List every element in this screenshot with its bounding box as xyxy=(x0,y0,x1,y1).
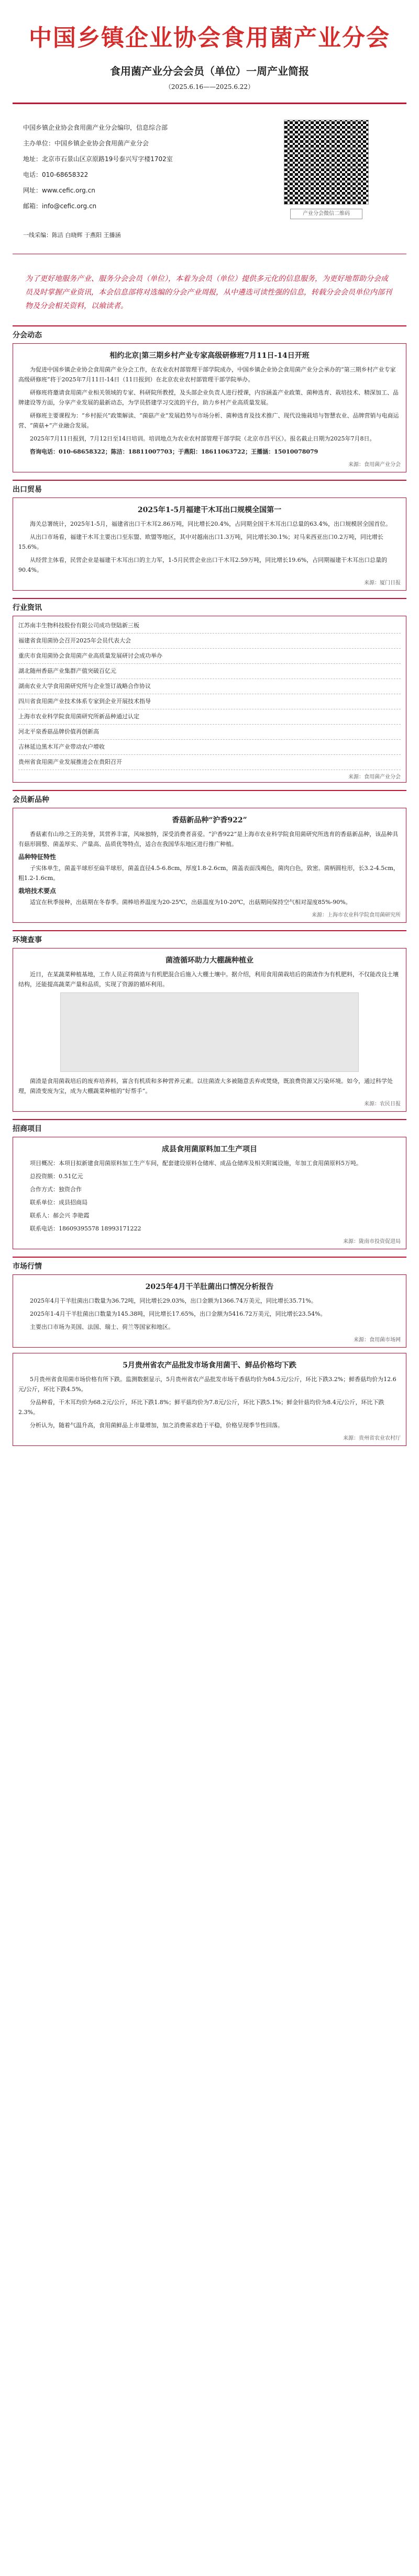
article-title: 菌渣循环助力大棚蔬种植业 xyxy=(166,956,253,965)
date-range: （2025.6.16——2025.6.22） xyxy=(164,83,255,91)
wechat-qr-code xyxy=(284,120,369,205)
section-title: 分会动态 xyxy=(13,331,42,340)
section-title: 市场行情 xyxy=(13,1262,42,1271)
section-investment xyxy=(13,1119,406,1249)
article-project xyxy=(13,1137,406,1249)
sponsor-line: 中国乡镇企业协会食用菌产业分会编印，信息综合部 xyxy=(23,124,168,131)
article-title: 成县食用菌原料加工生产项目 xyxy=(162,1145,257,1154)
section-environment xyxy=(13,930,406,1112)
article-paragraph: 研修班将邀请食用菌产业相关领域的专家、科研院所教授，及头部企业负责人进行授课，内容涵盖产业政策、菌种选育、栽培技术、精深加工、品牌建设等方面，分享产业发展的最新动态，为学员搭建学习交流的平台，助力乡村产业高质量发展。 xyxy=(18,389,399,406)
section-new-variety xyxy=(13,790,406,923)
article-paragraph: 近日，在某蔬菜种植基地，工作人员正将菌渣与有机肥混合后施入大棚土壤中。据介绍，利用食用菌栽培后的菌渣作为有机肥料，不仅能改良土壤结构，还能提高蔬菜产量和品质，实现了资源的循环利用。 xyxy=(18,971,399,988)
section-title: 环境查事 xyxy=(13,936,42,944)
article-paragraph: 海关总署统计，2025年1-5月，福建省出口干木耳2.86万吨，同比增长20.4%，占同期全国干木耳出口总量的63.4%，出口规模居全国首位。 xyxy=(30,521,392,527)
address-line: 地址：北京市石景山区京原路19号泰兴写字楼1702室 xyxy=(23,155,173,163)
news-item[interactable]: 湖南农业大学食用菌研究所与企业签订战略合作协议 xyxy=(18,679,401,694)
article-guizhou-prices xyxy=(13,1353,406,1446)
article-source: 来源：贵州省农业农村厅 xyxy=(343,1436,401,1441)
section-export xyxy=(13,480,406,591)
qr-caption: 产业分会微信二维码 xyxy=(290,209,362,219)
article-title: 2025年1-5月福建干木耳出口规模全国第一 xyxy=(137,506,282,514)
article-variety xyxy=(13,808,406,923)
news-item[interactable]: 湖北随州香菇产业集群产值突破百亿元 xyxy=(18,664,401,679)
news-item[interactable]: 吉林延边黑木耳产业带动农户增收 xyxy=(18,740,401,755)
news-list xyxy=(13,616,406,783)
article-paragraph: 研修班主要课程为：“乡村振兴”政策解读、“菌菇产业”发展趋势与市场分析、菌种选育及技术推广、现代设施栽培与智慧农业、品牌营销与电商运营、“菌菇+”产业融合发展。 xyxy=(18,412,399,429)
article-source: 来源：陇南市投资促进局 xyxy=(343,1239,401,1245)
news-item[interactable]: 福建省食用菌协会召开2025年会员代表大会 xyxy=(18,634,401,649)
article-paragraph: 主要出口市场为美国、法国、瑞士、荷兰等国家和地区。 xyxy=(30,1324,174,1330)
article-paragraph: 项目概况：本项目拟新建食用菌原料加工生产车间，配套建设原料仓储库、成品仓储库及相关附属设施，年加工食用菌原料5万吨。 xyxy=(30,1160,362,1167)
article-photo xyxy=(60,992,359,1072)
article-export xyxy=(13,498,406,591)
article-paragraph: 2025年7月11日报到，7月12日至14日培训。培训地点为农业农村部管理干部学院（北京市昌平区）。报名截止日期为2025年7月8日。 xyxy=(30,435,376,442)
unit-line: 主办单位：中国乡镇企业协会食用菌产业分会 xyxy=(23,140,149,147)
article-recycling xyxy=(13,948,406,1112)
article-paragraph: 5月贵州省食用菌市场价格有所下跌。监测数据显示，5月贵州省农产品批发市场干香菇均价为84.5元/公斤，环比下跌3.2%；鲜香菇均价为12.6元/公斤，环比下跌4.5%。 xyxy=(18,1376,396,1393)
article-title: 相约北京|第三期乡村产业专家高级研修班7月11日-14日开班 xyxy=(109,352,310,360)
article-source: 来源：厦门日报 xyxy=(364,580,401,586)
invest-line: 总投资额：0.51亿元 xyxy=(30,1173,83,1180)
news-item[interactable]: 贵州省食用菌产业发展推进会在贵阳召开 xyxy=(18,755,401,770)
subheading: 品种特征特性 xyxy=(18,853,57,861)
article-paragraph: 子实体单生，菌盖半球形至扁半球形，菌盖直径4.5-6.8cm，厚度1.8-2.6cm，菌盖表面浅褐色，菌肉白色，致密。菌柄圆柱形，长3.2-4.5cm，粗1.2-1.6cm。 xyxy=(18,865,399,882)
article-paragraph: 2025年1-4月干羊肚菌出口数量为145.38吨，同比增长17.65%，出口金额为5416.72万美元，同比增长23.54%。 xyxy=(30,1310,326,1317)
phone-line: 联系电话：18609395578 18993171222 xyxy=(30,1225,141,1232)
article-source: 来源：上海市农业科学院食用菌研究所 xyxy=(312,912,401,918)
phone-line: 电话：010-68658322 xyxy=(23,171,89,178)
article-title: 香菇新品种“沪香922” xyxy=(172,816,247,824)
section-industry-news xyxy=(13,598,406,783)
article-source: 来源：食用菌产业分会 xyxy=(348,462,401,468)
article-paragraph: 分析认为，随着气温升高，食用菌鲜品上市量增加，加之消费需求趋于平稳，价格呈现季节性回落。 xyxy=(30,1422,283,1429)
unit-line: 联系单位：成县招商局 xyxy=(30,1199,87,1206)
news-item[interactable]: 四川省食用菌产业技术体系专家到企业开展技术指导 xyxy=(18,694,401,709)
article-title: 5月贵州省农产品批发市场食用菌干、鲜品价格均下跌 xyxy=(123,1361,296,1370)
person-line: 联系人：郝会兴 李艳霞 xyxy=(30,1212,90,1219)
article-paragraph: 适宜在秋季接种，出菇期在冬春季。菌棒培养温度为20-25℃，出菇温度为10-20℃，出菇期间保持空气相对湿度85%-90%。 xyxy=(30,899,351,906)
publisher-info xyxy=(13,107,406,254)
article-source: 来源：食用菌产业分会 xyxy=(348,774,401,780)
section-title: 行业资讯 xyxy=(13,604,42,612)
article-paragraph: 2025年4月干羊肚菌出口数量为36.72吨，同比增长29.03%，出口金额为1366.74万美元，同比增长35.71%。 xyxy=(30,1297,317,1304)
news-item[interactable]: 上海市农业科学院食用菌研究所新品种通过认定 xyxy=(18,709,401,725)
article-paragraph: 为促进中国乡镇企业协会食用菌产业分会工作，在农业农村部管理干部学院成办，中国乡镇企业协会食用菌产业分会承办的“第三期乡村产业专家高级研修班”将于2025年7月11日-14日（11日报到）在北京农业农村部管理干部学院举办。 xyxy=(18,366,396,383)
news-item[interactable]: 河北平泉香菇品牌价值再创新高 xyxy=(18,725,401,740)
article-paragraph: 从出口市场看，福建干木耳主要出口至东盟、欧盟等地区，其中对越南出口1.3万吨，同比增长30.1%；对马来西亚出口0.2万吨，同比增长15.6%。 xyxy=(18,534,383,550)
article-source: 来源：农民日报 xyxy=(364,1101,401,1107)
editor-staff: 一线采编：陈洁 白晓辉 于燕阳 王播涵 xyxy=(23,232,121,239)
bulletin-title: 中国乡镇企业协会食用菌产业分会 xyxy=(29,25,390,51)
subheading: 栽培技术要点 xyxy=(18,887,57,895)
header-divider xyxy=(13,103,406,104)
article-paragraph: 香菇素有山珍之王的美誉，其营养丰富，风味独特，深受消费者喜爱。“沪香922”是上海市农业科学院食用菌研究所选育的香菇新品种，该品种具有菇形圆整、菌盖厚实、产量高、品质优等特点，适合在我国华东地区进行推广种植。 xyxy=(18,831,399,848)
header xyxy=(0,0,419,91)
article-paragraph: 从经营主体看，民营企业是福建干木耳出口的主力军，1-5月民营企业出口干木耳2.59万吨，同比增长19.6%，占同期福建干木耳出口总量的90.4%。 xyxy=(18,557,388,573)
mode-line: 合作方式：独资合作 xyxy=(30,1186,82,1193)
article-morel-export xyxy=(13,1274,406,1348)
article-source: 来源：食用菌市场网 xyxy=(354,1337,401,1343)
article-title: 2025年4月干羊肚菌出口情况分析报告 xyxy=(145,1283,274,1291)
email-line[interactable]: 邮箱：info@cefic.org.cn xyxy=(23,202,97,210)
section-title: 招商项目 xyxy=(13,1125,42,1133)
editor-notice: 为了更好地服务产业、服务分会会员（单位），本着为会员（单位）提供多元化的信息服务，为更好地帮助分会成员及时掌握产业资讯，本会信息部将对选编的分会产业周报，从中遴选可读性强的信息，转载分会会员单位内部刊物及分会相关资料，以飨读者。 xyxy=(25,275,392,310)
news-item[interactable]: 江苏南丰生物科技股份有限公司成功登陆新三板 xyxy=(18,618,401,634)
news-item[interactable]: 重庆市食用菌协会食用菌产业高质量发展研讨会成功举办 xyxy=(18,649,401,664)
article-training xyxy=(13,343,406,472)
article-paragraph: 分品种看，干木耳均价为68.2元/公斤，环比下跌1.8%；鲜平菇均价为7.8元/公斤，环比下跌5.1%；鲜金针菇均价为8.4元/公斤，环比下跌2.3%。 xyxy=(18,1399,384,1416)
bulletin-subtitle: 食用菌产业分会会员（单位）一周产业简报 xyxy=(110,65,309,77)
section-title: 会员新品种 xyxy=(13,796,49,804)
section-market xyxy=(13,1257,406,1446)
website-line[interactable]: 网址：www.cefic.org.cn xyxy=(23,187,95,194)
section-title: 出口贸易 xyxy=(13,485,42,494)
section-association-news xyxy=(13,325,406,472)
contact-line: 咨询电话：010-68658322；陈洁：18811007703；于燕阳：18611063722；王播涵：15010078079 xyxy=(30,448,318,455)
article-paragraph: 菌渣是食用菌栽培后的废弃培养料，富含有机质和多种营养元素。以往菌渣大多被随意丢弃或焚烧，既浪费资源又污染环境。如今，通过科学处理，菌渣变废为宝，成为大棚蔬菜种植的“好帮手”。 xyxy=(18,1078,393,1094)
